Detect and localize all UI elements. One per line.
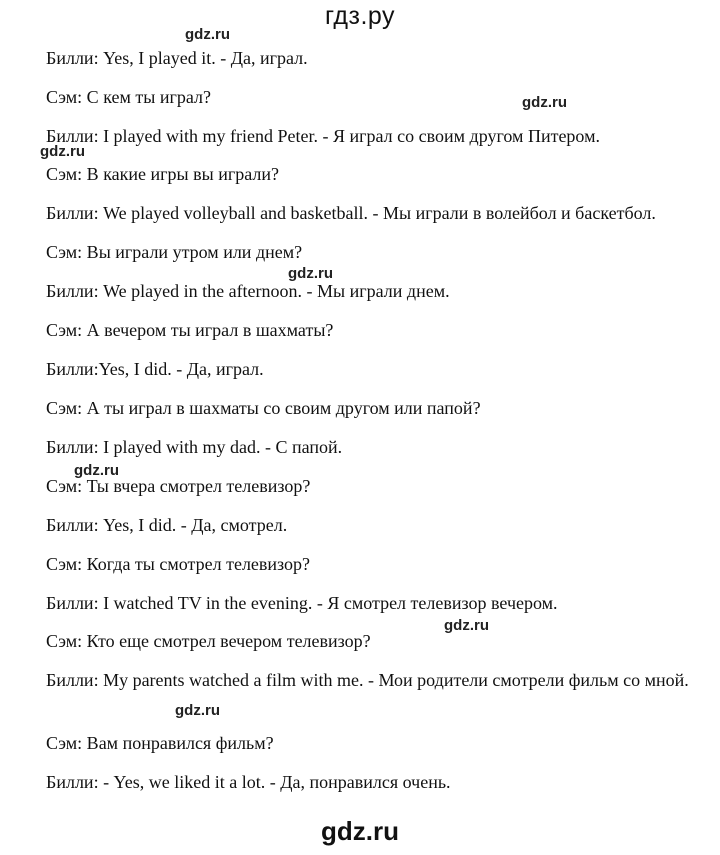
dialogue-line-billy: Билли: - Yes, we liked it a lot. - Да, понравился очень. bbox=[46, 772, 451, 792]
dialogue-line-billy: Билли: Yes, I played it. - Да, играл. bbox=[46, 48, 308, 68]
watermark: gdz.ru bbox=[175, 702, 220, 719]
watermark: gdz.ru bbox=[185, 26, 230, 43]
dialogue-line-sam: Сэм: А вечером ты играл в шахматы? bbox=[46, 320, 334, 340]
dialogue-line-sam: Сэм: С кем ты играл? bbox=[46, 87, 211, 107]
dialogue-line-billy: Билли: We played volleyball and basketball. - Мы играли в волейбол и баскетбол. bbox=[46, 203, 656, 223]
dialogue-line-billy: Билли: We played in the afternoon. - Мы играли днем. bbox=[46, 281, 450, 301]
dialogue-line-billy: Билли: My parents watched a film with me. - Мои родители смотрели фильм со мной. bbox=[46, 670, 689, 690]
watermark: gdz.ru bbox=[288, 265, 333, 282]
dialogue-line-billy: Билли: I played with my dad. - С папой. bbox=[46, 437, 343, 457]
site-header-logo: гдз.ру bbox=[324, 2, 396, 30]
watermark: gdz.ru bbox=[74, 462, 119, 479]
dialogue-line-sam: Сэм: Вам понравился фильм? bbox=[46, 733, 274, 753]
dialogue-line-sam: Сэм: Когда ты смотрел телевизор? bbox=[46, 554, 311, 574]
watermark: gdz.ru bbox=[444, 617, 489, 634]
dialogue-line-sam: Сэм: Ты вчера смотрел телевизор? bbox=[46, 476, 311, 496]
watermark: gdz.ru bbox=[522, 94, 567, 111]
dialogue-line-billy: Билли:Yes, I did. - Да, играл. bbox=[46, 359, 264, 379]
dialogue-line-sam: Сэм: Вы играли утром или днем? bbox=[46, 242, 303, 262]
dialogue-line-sam: Сэм: Кто еще смотрел вечером телевизор? bbox=[46, 631, 371, 651]
watermark: gdz.ru bbox=[40, 143, 85, 160]
dialogue-line-billy: Билли: I watched TV in the evening. - Я смотрел телевизор вечером. bbox=[46, 593, 558, 613]
site-footer-logo: gdz.ru bbox=[321, 816, 399, 846]
dialogue-line-billy: Билли: I played with my friend Peter. - Я играл со своим другом Питером. bbox=[46, 126, 600, 146]
dialogue-line-billy: Билли: Yes, I did. - Да, смотрел. bbox=[46, 515, 288, 535]
dialogue-line-sam: Сэм: А ты играл в шахматы со своим другом или папой? bbox=[46, 398, 481, 418]
dialogue-line-sam: Сэм: В какие игры вы играли? bbox=[46, 164, 279, 184]
